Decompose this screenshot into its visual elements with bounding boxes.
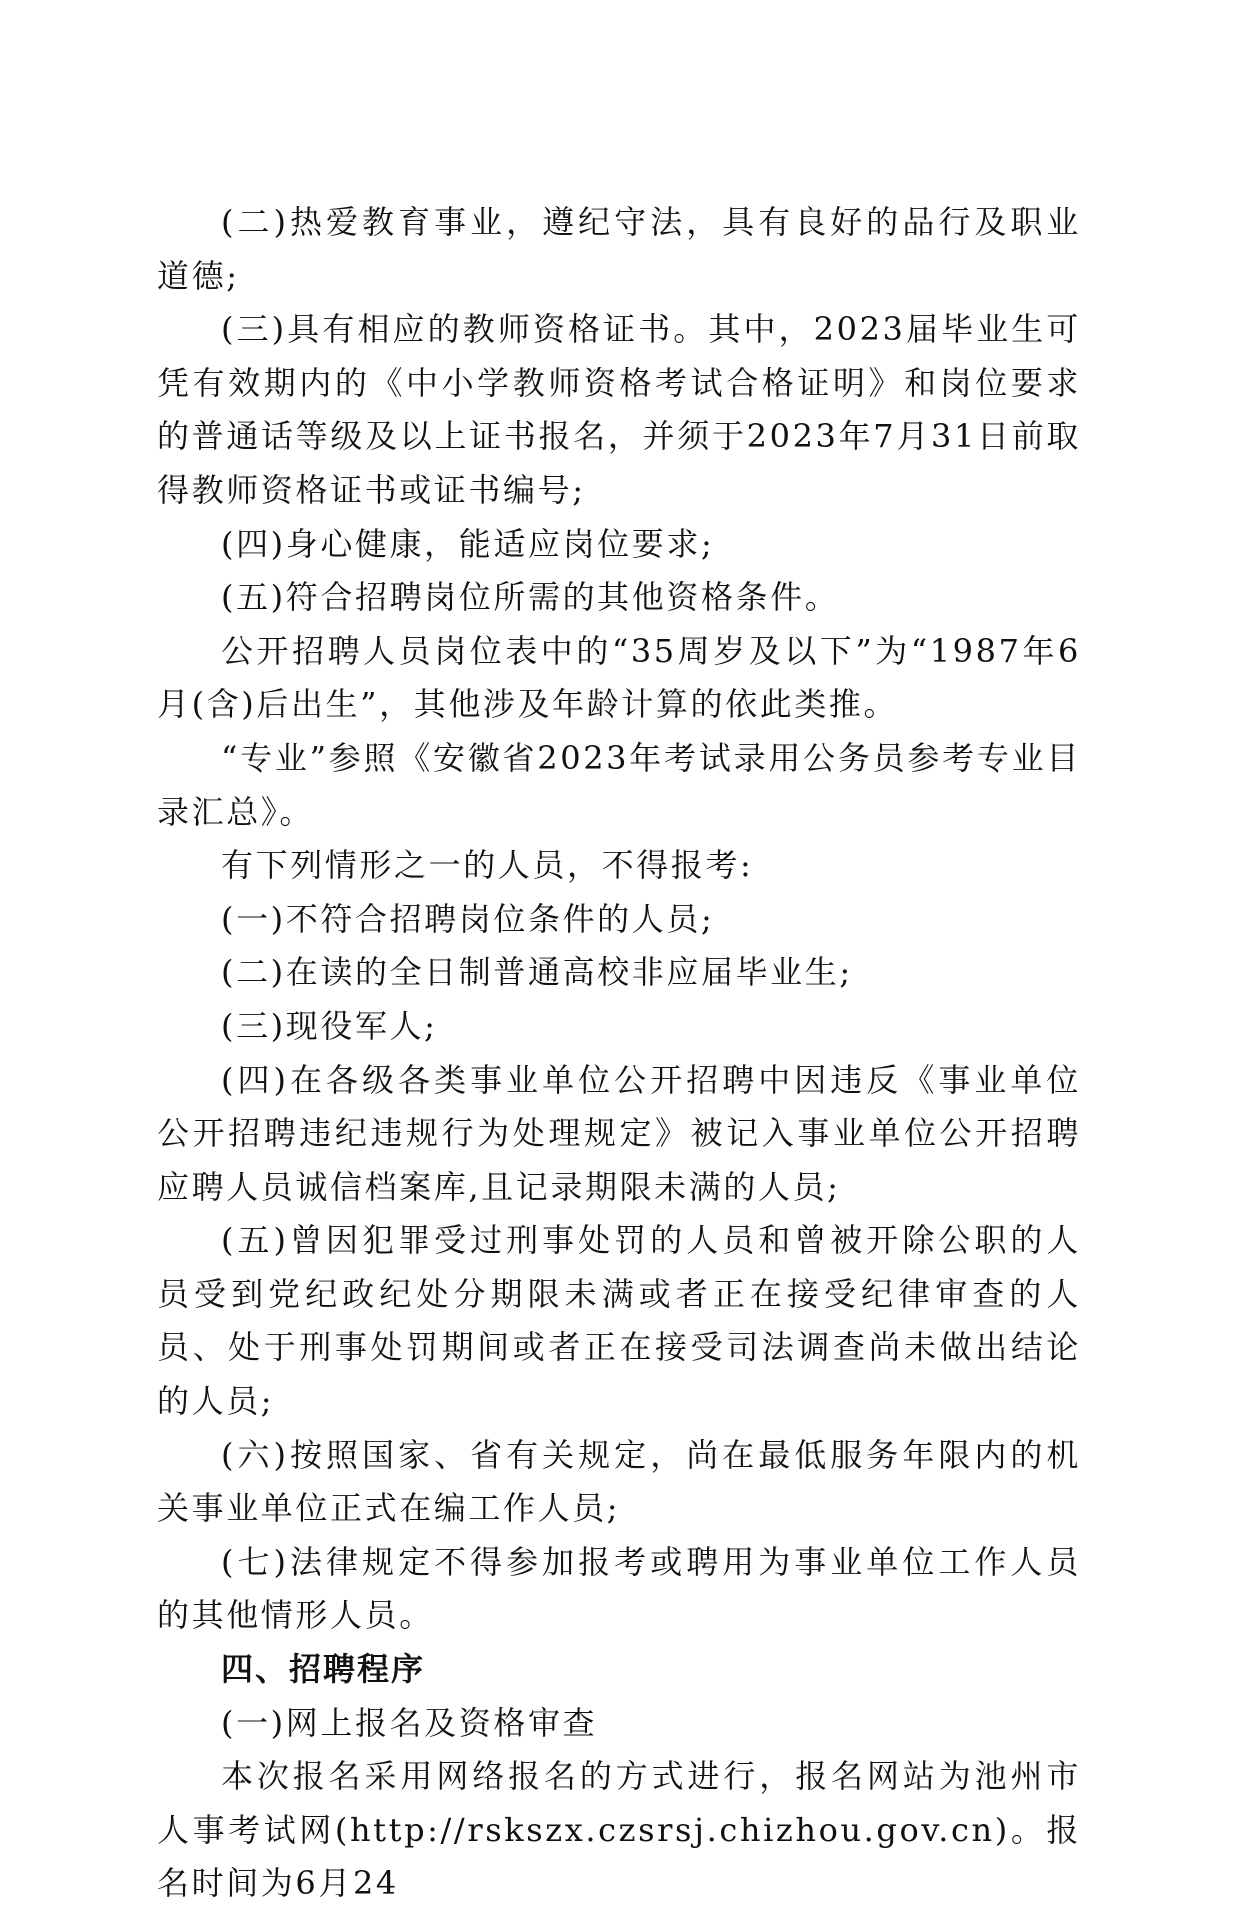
paragraph-exclusion-1: (一)不符合招聘岗位条件的人员; (221, 899, 715, 938)
paragraph-major-note: “专业”参照《安徽省2023年考试录用公务员参考专业目录汇总》。 (157, 738, 1081, 831)
paragraph-condition-4: (四)身心健康，能适应岗位要求; (221, 524, 715, 563)
section-heading-recruitment-procedure: 四、招聘程序 (221, 1650, 426, 1689)
paragraph-exclusion-intro: 有下列情形之一的人员，不得报考: (221, 846, 754, 885)
paragraph-age-note: 公开招聘人员岗位表中的“35周岁及以下”为“1987年6月(含)后出生”，其他涉及年龄计算的依此类推。 (157, 631, 1081, 724)
paragraph-exclusion-4: (四)在各级各类事业单位公开招聘中因违反《事业单位公开招聘违纪违规行为处理规定》被记入事业单位公开招聘应聘人员诚信档案库,且记录期限未满的人员; (157, 1060, 1081, 1206)
paragraph-exclusion-2: (二)在读的全日制普通高校非应届毕业生; (221, 953, 853, 992)
paragraph-registration-details: 本次报名采用网络报名的方式进行，报名网站为池州市人事考试网(http://rskszx.czsrsj.chizhou.gov.cn)。报名时间为6月24 (157, 1757, 1081, 1903)
document-body (157, 196, 1081, 1911)
paragraph-condition-3: (三)具有相应的教师资格证书。其中，2023届毕业生可凭有效期内的《中小学教师资格考试合格证明》和岗位要求的普通话等级及以上证书报名，并须于2023年7月31日前取得教师资格证书或证书编号; (157, 310, 1081, 509)
paragraph-exclusion-7: (七)法律规定不得参加报考或聘用为事业单位工作人员的其他情形人员。 (157, 1542, 1081, 1635)
paragraph-exclusion-5: (五)曾因犯罪受过刑事处罚的人员和曾被开除公职的人员受到党纪政纪处分期限未满或者正在接受纪律审查的人员、处于刑事处罚期间或者正在接受司法调查尚未做出结论的人员; (157, 1221, 1081, 1421)
paragraph-exclusion-3: (三)现役军人; (221, 1006, 438, 1045)
subheading-online-registration: (一)网上报名及资格审查 (221, 1703, 598, 1742)
paragraph-condition-5: (五)符合招聘岗位所需的其他资格条件。 (221, 578, 840, 617)
paragraph-condition-2: (二)热爱教育事业，遵纪守法，具有良好的品行及职业道德; (157, 203, 1081, 295)
paragraph-exclusion-6: (六)按照国家、省有关规定，尚在最低服务年限内的机关事业单位正式在编工作人员; (157, 1435, 1081, 1528)
